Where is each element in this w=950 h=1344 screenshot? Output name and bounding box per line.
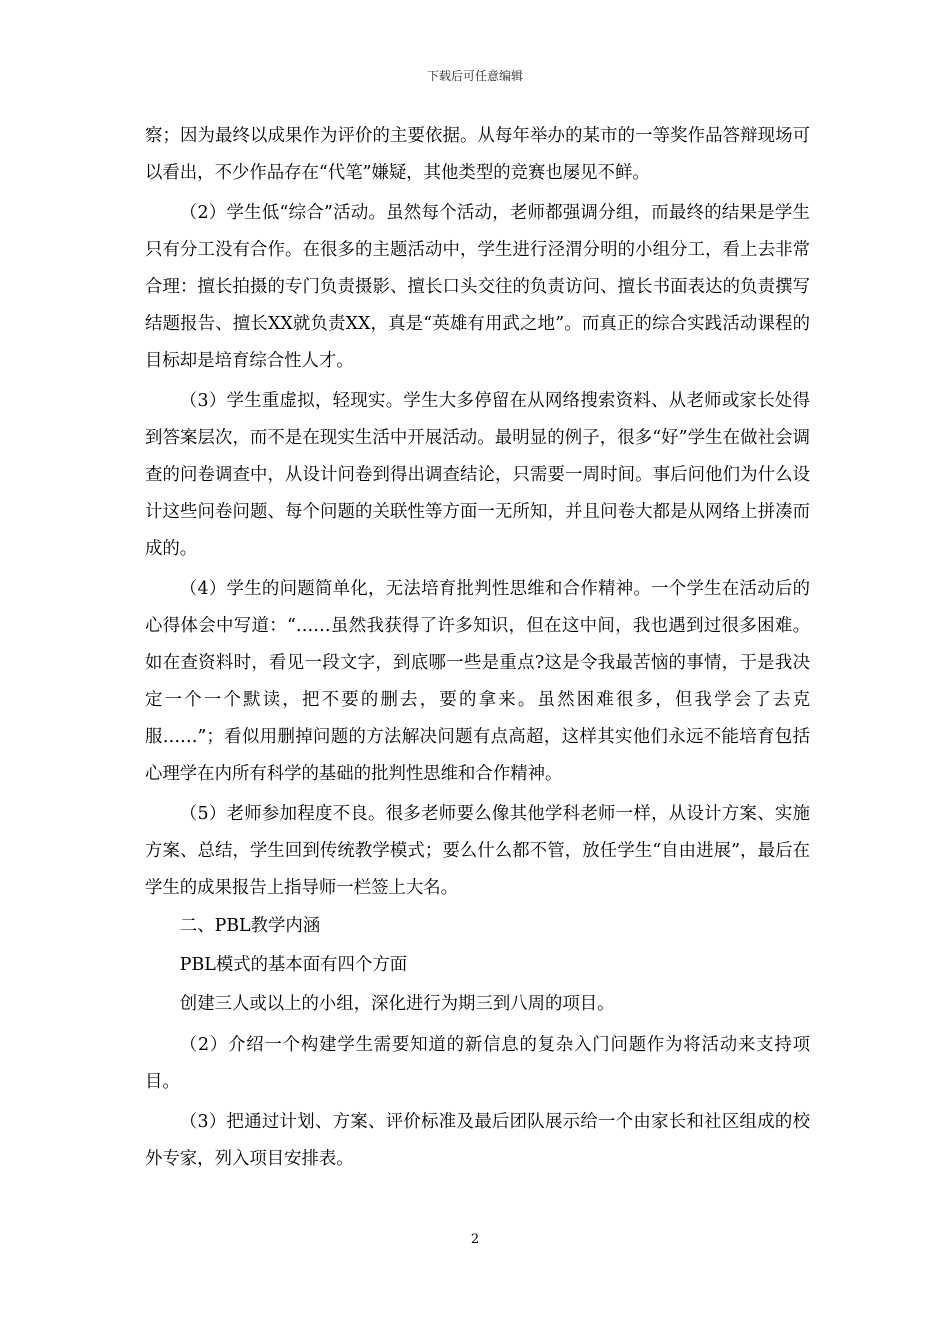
paragraph-6: PBL模式的基本面有四个方面 (179, 955, 408, 975)
document-body (145, 118, 810, 1181)
paragraph-1: 察；因为最终以成果作为评价的主要依据。从每年举办的某市的一等奖作品答辩现场可以看出，不少作品存在“代笔”嫌疑，其他类型的竞赛也屡见不鲜。 (145, 126, 810, 183)
paragraph-4: （4）学生的问题简单化，无法培育批判性思维和合作精神。一个学生在活动后的心得体会中写道：“……虽然我获得了许多知识，但在这中间，我也遇到过很多困难。如在查资料时，看见一段文字，到底哪一些是重点?这是令我最苦恼的事情，于是我决定一个一个默读，把不要的删去，要的拿来。虽然困难很多，但我学会了去克服……”；看似用删掉问题的方法解决问题有点高超，这样其实他们永远不能培育包括心理学在内所有科学的基础的批判性思维和合作精神。 (145, 579, 810, 784)
paragraph-3: （3）学生重虚拟，轻现实。学生大多停留在从网络搜索资料、从老师或家长处得到答案层次，而不是在现实生活中开展活动。最明显的例子，很多“好”学生在做社会调查的问卷调查中，从设计问卷到得出调查结论，只需要一周时间。事后问他们为什么设计这些问卷问题、每个问题的关联性等方面一无所知，并且问卷大都是从网络上拼凑而成的。 (145, 391, 810, 559)
paragraph-8: （2）介绍一个构建学生需要知道的新信息的复杂入门问题作为将活动来支持项目。 (145, 1035, 810, 1092)
paragraph-7: 创建三人或以上的小组，深化进行为期三到八周的项目。 (179, 994, 615, 1014)
page-number: 2 (470, 1232, 480, 1247)
section-heading: 二、PBL教学内涵 (179, 916, 321, 936)
paragraph-2: （2）学生低“综合”活动。虽然每个活动，老师都强调分组，而最终的结果是学生只有分工没有合作。在很多的主题活动中，学生进行泾渭分明的小组分工，看上去非常合理：擅长拍摄的专门负责摄影、擅长口头交往的负责访问、擅长书面表达的负责撰写结题报告、擅长XX就负责XX，真是“英雄有用武之地”。而真正的综合实践活动课程的目标却是培育综合性人才。 (145, 203, 810, 371)
paragraph-5: （5）老师参加程度不良。很多老师要么像其他学科老师一样，从设计方案、实施方案、总结，学生回到传统教学模式；要么什么都不管，放任学生“自由进展”，最后在学生的成果报告上指导师一栏签上大名。 (145, 804, 810, 898)
paragraph-9: （3）把通过计划、方案、评价标准及最后团队展示给一个由家长和社区组成的校外专家，列入项目安排表。 (145, 1112, 810, 1169)
page-header: 下载后可任意编辑 (426, 69, 523, 83)
